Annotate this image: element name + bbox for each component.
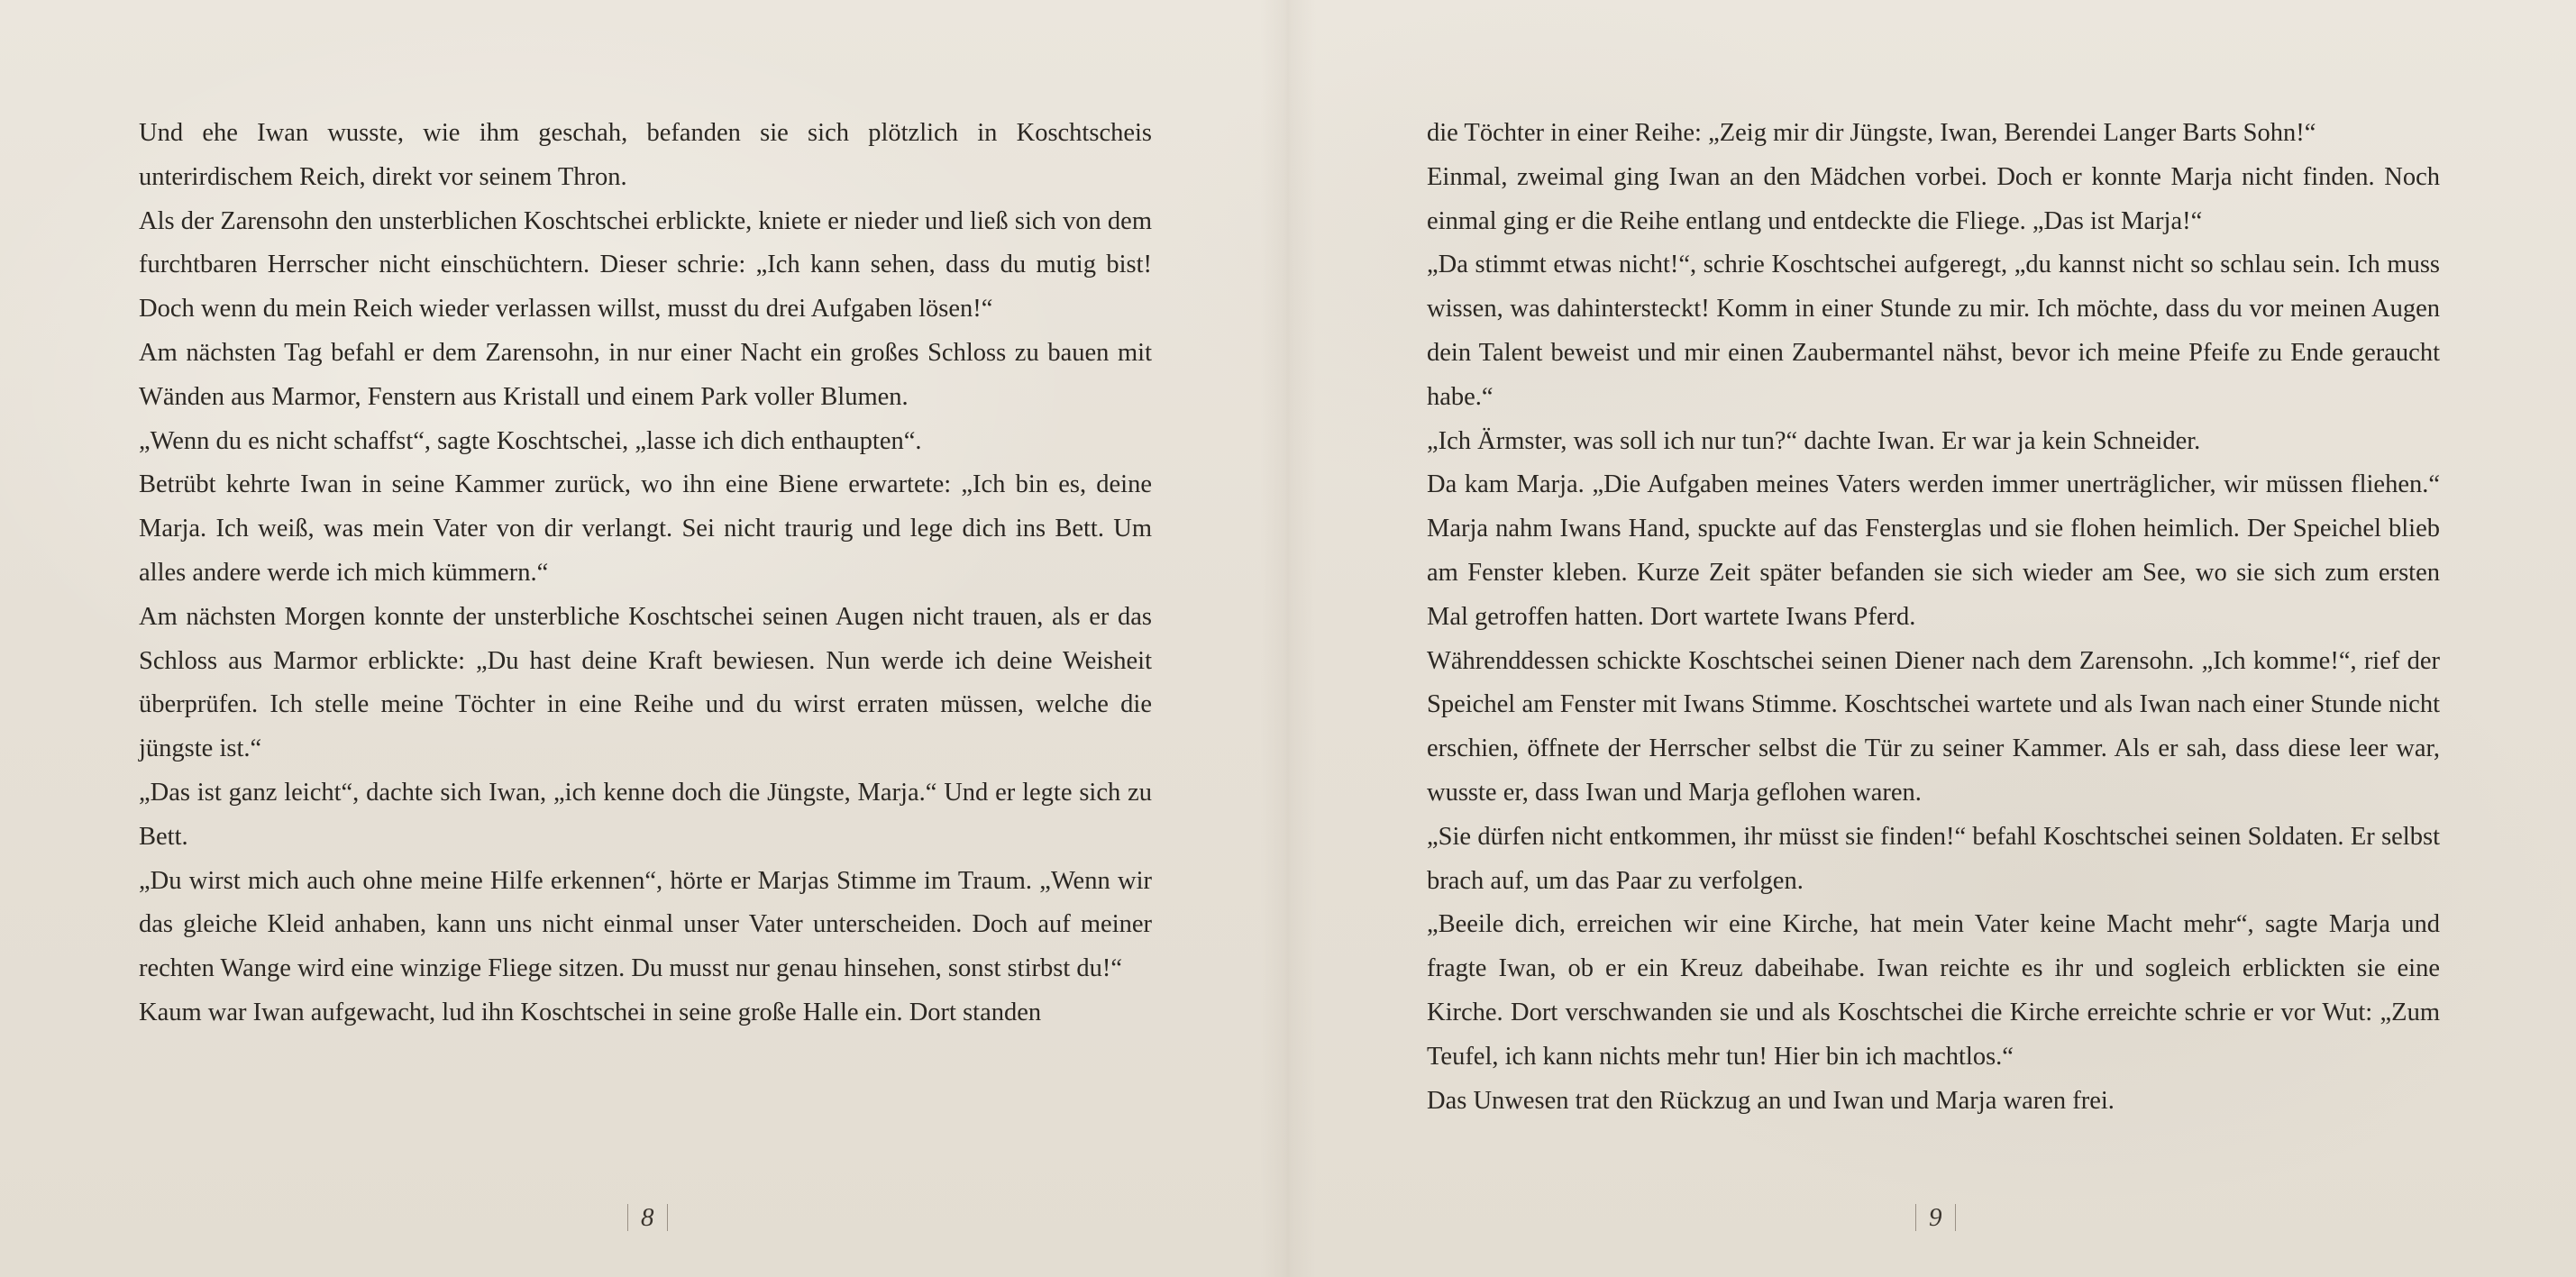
- page-number-divider: [1915, 1204, 1916, 1231]
- paragraph: Einmal, zweimal ging Iwan an den Mädchen vorbei. Doch er konnte Marja nicht finden. Noch einmal ging er die Reihe entlang und entdeckte die Fliege. „Das ist Marja!“: [1427, 162, 2440, 235]
- paragraph: „Wenn du es nicht schaffst“, sagte Koschtschei, „lasse ich dich enthaupten“.: [139, 426, 922, 455]
- page-number-divider: [627, 1204, 628, 1231]
- paragraph: Am nächsten Tag befahl er dem Zarensohn, in nur einer Nacht ein großes Schloss zu bauen mit Wänden aus Marmor, Fenstern aus Kristall und einem Park voller Blumen.: [139, 338, 1152, 411]
- paragraph: Am nächsten Morgen konnte der unsterbliche Koschtschei seinen Augen nicht trauen, als er das Schloss aus Marmor erblickte: „Du hast deine Kraft bewiesen. Nun werde ich deine Weisheit überprüfen. Ich stelle meine Töchter in eine Reihe und du wirst erraten müssen, welche die jüngste ist.“: [139, 602, 1152, 763]
- paragraph: Und ehe Iwan wusste, wie ihm geschah, befanden sie sich plötzlich in Koschtscheis unterirdischem Reich, direkt vor seinem Thron.: [139, 119, 1152, 191]
- paragraph: Betrübt kehrte Iwan in seine Kammer zurück, wo ihn eine Biene erwartete: „Ich bin es, deine Marja. Ich weiß, was mein Vater von dir verlangt. Sei nicht traurig und lege dich ins Bett. Um alles andere werde ich mich kümmern.“: [139, 470, 1152, 587]
- page-number-divider: [1955, 1204, 1956, 1231]
- paragraph: „Da stimmt etwas nicht!“, schrie Koschtschei aufgeregt, „du kannst nicht so schlau sein. Ich muss wissen, was dahintersteckt! Komm in einer Stunde zu mir. Ich möchte, dass du vor meinen Augen dein Talent beweist und mir einen Zaubermantel nähst, bevor ich meine Pfeife zu Ende geraucht habe.“: [1427, 251, 2440, 411]
- left-page-number: [615, 1200, 681, 1235]
- paragraph: „Sie dürfen nicht entkommen, ihr müsst sie finden!“ befahl Koschtschei seinen Soldaten. Er selbst brach auf, um das Paar zu verfolgen.: [1427, 822, 2440, 895]
- paragraph: „Das ist ganz leicht“, dachte sich Iwan, „ich kenne doch die Jüngste, Marja.“ Und er legte sich zu Bett.: [139, 778, 1152, 851]
- paragraph: Währenddessen schickte Koschtschei seinen Diener nach dem Zarensohn. „Ich komme!“, rief der Speichel am Fenster mit Iwans Stimme. Koschtschei wartete und als Iwan nach einer Stunde nicht erschien, öffnete der Herrscher selbst die Tür zu seiner Kammer. Als er sah, dass diese leer war, wusste er, dass Iwan und Marja geflohen waren.: [1427, 646, 2440, 807]
- page-number-text: 9: [1929, 1203, 1942, 1232]
- paragraph: die Töchter in einer Reihe: „Zeig mir dir Jüngste, Iwan, Berendei Langer Barts Sohn!“: [1427, 119, 2316, 147]
- paragraph: Kaum war Iwan aufgewacht, lud ihn Koschtschei in seine große Halle ein. Dort standen: [139, 998, 1042, 1026]
- paragraph: Da kam Marja. „Die Aufgaben meines Vaters werden immer unerträglicher, wir müssen fliehen.“ Marja nahm Iwans Hand, spuckte auf das Fensterglas und sie flohen heimlich. Der Speichel blieb am Fenster kleben. Kurze Zeit später befanden sie sich wieder am See, wo sie sich zum ersten Mal getroffen hatten. Dort wartete Iwans Pferd.: [1427, 470, 2440, 631]
- left-page-text: [139, 112, 1152, 1035]
- paragraph: „Du wirst mich auch ohne meine Hilfe erkennen“, hörte er Marjas Stimme im Traum. „Wenn wir das gleiche Kleid anhaben, kann uns nicht einmal unser Vater unterscheiden. Doch auf meiner rechten Wange wird eine winzige Fliege sitzen. Du musst nur genau hinsehen, sonst stirbst du!“: [139, 866, 1152, 983]
- right-page-text: [1427, 112, 2440, 1123]
- book-gutter: [1260, 0, 1316, 1277]
- page-number-divider: [667, 1204, 668, 1231]
- paragraph: Das Unwesen trat den Rückzug an und Iwan und Marja waren frei.: [1427, 1086, 2115, 1115]
- right-page-number: [1903, 1200, 1969, 1235]
- paragraph: Als der Zarensohn den unsterblichen Koschtschei erblickte, kniete er nieder und ließ sich von dem furchtbaren Herrscher nicht einschüchtern. Dieser schrie: „Ich kann sehen, dass du mutig bist! Doch wenn du mein Reich wieder verlassen willst, musst du drei Aufgaben lösen!“: [139, 206, 1152, 324]
- page-number-text: 8: [641, 1203, 654, 1232]
- paragraph: „Beeile dich, erreichen wir eine Kirche, hat mein Vater keine Macht mehr“, sagte Marja und fragte Iwan, ob er ein Kreuz dabeihabe. Iwan reichte es ihr und sogleich erblickten sie eine Kirche. Dort verschwanden sie und als Koschtschei die Kirche erreichte schrie er vor Wut: „Zum Teufel, ich kann nichts mehr tun! Hier bin ich machtlos.“: [1427, 910, 2440, 1071]
- paragraph: „Ich Ärmster, was soll ich nur tun?“ dachte Iwan. Er war ja kein Schneider.: [1427, 426, 2201, 455]
